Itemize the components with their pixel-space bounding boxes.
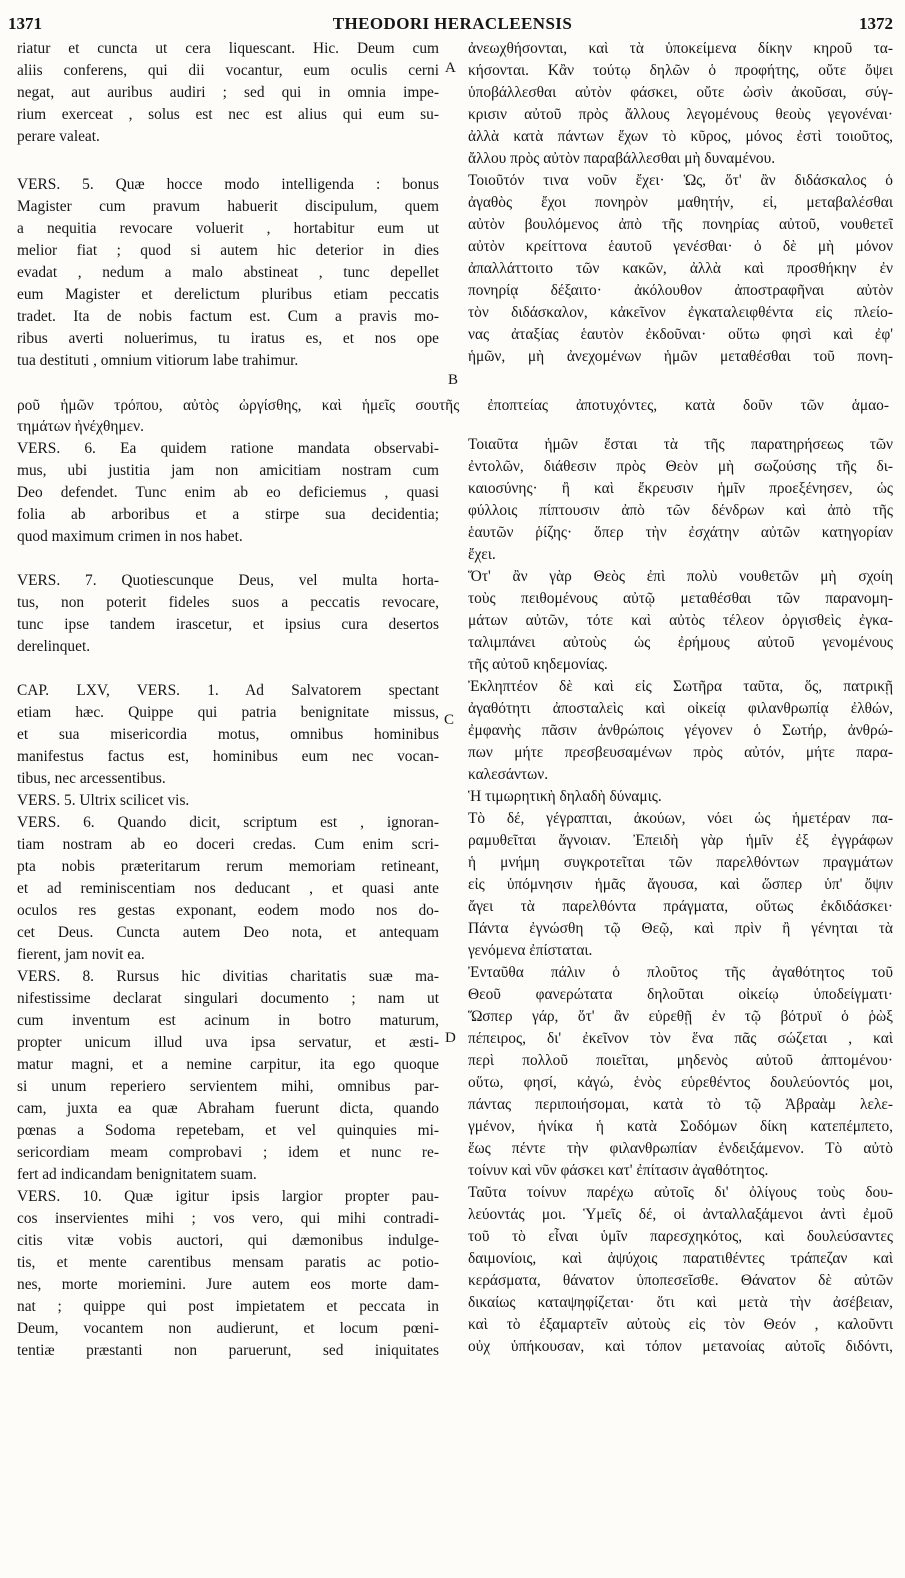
text-line: ἡμῶν, μὴ ἀνεχομένων ἡμῶν μεταθέσθαι τοῦ πονη-: [468, 348, 893, 365]
text-line: quod maximum crimen in nos habet.: [17, 528, 243, 545]
text-line: τῆς αὐτοῦ κηδεμονίας.: [468, 656, 608, 673]
text-line: ἕως πέντε τὴν φιλανθρωπίαν ἐνδειξάμενον. Τὸ αὐτὸ: [468, 1140, 893, 1157]
text-line: VERS. 5. Quæ hocce modo intelligenda : bonus: [17, 176, 439, 193]
text-line: Θεοῦ φανερώτατα δηλοῦται οἰκείῳ ὑποδείγματι·: [468, 986, 893, 1003]
full-width-line-left: ροῦ ἡμῶν τρόπου, αὐτὸς ὠργίσθης, καὶ ἡμεῖς σου: [17, 397, 439, 414]
text-line: tua destituti , omnium vitiorum labe trahimur.: [17, 352, 299, 369]
text-line: ἀγαθότητι ἀποσταλεὶς καὶ οἰκείᾳ φιλανθρωπίᾳ ἐλθών,: [468, 700, 893, 717]
text-line: VERS. 5. Ultrix scilicet vis.: [17, 792, 190, 809]
latin-block-2: [17, 174, 439, 372]
text-line: Deo defendet. Tunc enim ab eo deficiemus , quasi: [17, 484, 439, 501]
text-line: Τὸ δέ, γέγραπται, ἀκούων, νόει ὡς ἡμετέραν πα-: [468, 810, 893, 827]
text-line: Ἐνταῦθα πάλιν ὁ πλοῦτος τῆς ἀγαθότητος τοῦ: [468, 964, 893, 981]
text-line: et ad reminiscentiam nos deducant , et quasi ante: [17, 880, 439, 897]
text-line: ἑαυτῶν ῥίζης· ὅπερ τὴν ἐσχάτην αὐτῶν κατηγορίαν: [468, 524, 893, 541]
margin-marker-b: B: [448, 372, 459, 388]
latin-block-3: [17, 438, 439, 548]
text-line: ὑποβάλλεσθαι αὐτὸν φάσκει, οὔτε ὠσὶν ἀκοῦσαι, σύγ-: [468, 84, 893, 101]
text-line: πάντας περιποιήσομαι, κατὰ τὸ τῷ Ἀβραὰμ λελε-: [468, 1096, 893, 1113]
text-line: nifestissime declarat singulari documento ; nam ut: [17, 990, 439, 1007]
text-line: Τοιοῦτόν τινα νοῦν ἔχει· Ὡς, ὅτ' ἂν διδάσκαλος ὁ: [468, 172, 893, 189]
text-line: ἀλλὰ κατὰ πάντων ἔχων τὸ κῦρος, μόνος ἐστὶ τοιοῦτος,: [468, 128, 893, 145]
text-line: VERS. 8. Rursus hic divitias charitatis suæ ma-: [17, 968, 439, 985]
margin-marker-c: C: [444, 712, 455, 728]
text-line: a nequitia revocare voluerit , hortabitur eum ut: [17, 220, 439, 237]
text-line: cum inventum est acinum in botro maturum,: [17, 1012, 439, 1029]
text-line: Ταῦτα τοίνυν παρέχω αὐτοῖς δι' ὀλίγους τοὺς δου-: [468, 1184, 893, 1201]
text-line: Τοιαῦτα ἡμῶν ἔσται τὰ τῆς παρατηρήσεως τῶν: [468, 436, 893, 453]
text-line: Ὥσπερ γάρ, ὅτ' ἂν εὑρεθῇ ἐν τῷ βότρυϊ ὁ ῥὼξ: [468, 1008, 893, 1025]
text-line: fierent, jam novit ea.: [17, 946, 145, 963]
text-line: Magister cum pravum habuerit discipulum, quem: [17, 198, 439, 215]
text-line: tibus, nec arcessentibus.: [17, 770, 166, 787]
text-line: riatur et cuncta ut cera liquescant. Hic. Deum cum: [17, 40, 439, 57]
text-line: matur magni, et a nemine carpitur, ita ego quoque: [17, 1056, 439, 1073]
text-line: τοίνυν καὶ νῦν φάσκει κατ' ἐπίτασιν ἀγαθότητος.: [468, 1162, 769, 1179]
greek-continuation: τημάτων ἠνέχθημεν.: [17, 418, 144, 435]
text-line: manifestus factus est, hominibus eum nec vocan-: [17, 748, 439, 765]
full-width-line-right: τῆς ἐποπτείας ἀποτυχόντες, κατὰ δοῦν τῶν ἁμαο-: [439, 397, 889, 414]
text-line: φύλλοις πίπτουσιν ἀπὸ τῶν δένδρων καὶ ἀπὸ τῆς: [468, 502, 893, 519]
text-line: οὕτω, φησί, κἀγώ, ἑνὸς εὑρεθέντος δουλεύοντός μοι,: [468, 1074, 893, 1091]
text-line: ἡ μνήμη συγκροτεῖται τῶν παρελθόντων πραγμάτων: [468, 854, 893, 871]
text-line: negat, aut auribus audiri ; sed qui in omnia impe-: [17, 84, 439, 101]
text-line: melior fiat ; quod si autem hic deterior in dies: [17, 242, 439, 259]
text-line: tiam nostram ab eo doceri credas. Cum enim scri-: [17, 836, 439, 853]
text-line: πων μήτε πρεσβευσαμένων πρὸς αὐτόν, μήτε παρα-: [468, 744, 893, 761]
text-line: ἀπαλλάττοιτο τῶν κακῶν, ἀλλὰ καὶ προσθήκην ἐν: [468, 260, 893, 277]
text-line: ἔχει.: [468, 546, 496, 563]
text-line: Ἐκληπτέον δὲ καὶ εἰς Σωτῆρα ταῦτα, ὅς, πατρικῇ: [468, 678, 893, 695]
text-line: folia ab arboribus et a stirpe sua decidentia;: [17, 506, 439, 523]
text-line: ραμυθεῖται ἄγνοιαν. Ἐπειδὴ γὰρ ἡμῖν ἐξ ἐγγράφων: [468, 832, 893, 849]
latin-block-1: [17, 38, 439, 148]
text-line: aliis conferens, qui dii vocantur, eum oculis cerni: [17, 62, 439, 79]
text-line: tentiæ præstanti non paruerunt, sed iniquitates: [17, 1342, 439, 1359]
text-line: ἀνεωχθήσονται, καὶ τὰ ὑποκείμενα δίκην κηροῦ τα-: [468, 40, 893, 57]
text-line: ἄλλου πρὸς αὐτὸν παραβάλλεσθαι μὴ δυναμένου.: [468, 150, 776, 167]
text-line: γενόμενα ἐπίσταται.: [468, 942, 593, 959]
text-line: tus, non poterit fideles suos a peccatis revocare,: [17, 594, 439, 611]
text-line: νας ἀταξίας ἑαυτὸν ἐκδοῦναι· οὕτω φησὶ καὶ ἐφ': [468, 326, 893, 343]
page-number-left: 1371: [8, 14, 42, 33]
text-line: VERS. 6. Ea quidem ratione mandata observabi-: [17, 440, 439, 457]
text-line: sericordiam meam comprobavi ; idem et nunc re-: [17, 1144, 439, 1161]
text-line: cet Deus. Cuncta autem Deo nota, et antequam: [17, 924, 439, 941]
text-line: Ὅτ' ἂν γὰρ Θεὸς ἐπὶ πολὺ νουθετῶν μὴ σχοίη: [468, 568, 893, 585]
greek-block-1: [468, 38, 893, 368]
latin-block-4: [17, 570, 439, 658]
text-line: tunc ipse tandem irascetur, et ipsius cura desertos: [17, 616, 439, 633]
text-line: πονηρίᾳ δέξαιτο· ἀκόλουθον ἀποστραφῆναι αὐτὸν: [468, 282, 893, 299]
text-line: VERS. 6. Quando dicit, scriptum est , ignoran-: [17, 814, 439, 831]
text-line: ἀγαθὸς ἔχοι πονηρὸν μαθητήν, εἰ, μεταβαλέσθαι: [468, 194, 893, 211]
text-line: κήσονται. Κἂν τούτῳ δηλῶν ὁ προφήτης, οὔτε ὄψει: [468, 62, 893, 79]
text-line: πέπειρος, δι' ἐκεῖνον τὸν ἕνα πᾶς σώζεται , καὶ: [468, 1030, 893, 1047]
latin-column: [17, 38, 439, 1362]
text-line: οὐχ ὑπήκουσαν, καὶ τόπον μετανοίας αὐτοῖς διδόντι,: [468, 1338, 893, 1355]
text-line: fert ad indicandam benignitatem suam.: [17, 1166, 257, 1183]
text-line: tradet. Ita de nobis factum est. Cum a pravis mo-: [17, 308, 439, 325]
text-line: μάτων αὐτῶν, τότε καὶ αὐτὸς τέλεον ὀργισθεὶς ἐγκα-: [468, 612, 893, 629]
text-line: cam, juxta ea quæ Abraham fuerunt dicta, quando: [17, 1100, 439, 1117]
text-line: ἄγει τὰ παρελθόντα πράγματα, οὕτως ἐκδιδάσκει·: [468, 898, 893, 915]
text-line: τὸν διδάσκαλον, κἀκεῖνον ἐγκαταλειφθέντα εἰς πλείο-: [468, 304, 893, 321]
running-header: [0, 0, 905, 36]
greek-block-2: [468, 434, 893, 1358]
text-line: ταλιμπάνει αὐτοὺς ὡς ἐρήμους αὐτοῦ γενομένους: [468, 634, 893, 651]
text-line: Ἡ τιμωρητικὴ δηλαδὴ δύναμις.: [468, 788, 662, 805]
text-line: eum Magister et derelictum pluribus etiam peccatis: [17, 286, 439, 303]
text-line: CAP. LXV, VERS. 1. Ad Salvatorem spectant: [17, 682, 439, 699]
text-line: Deum, vocantem non audierunt, et locum pœni-: [17, 1320, 439, 1337]
text-line: αὐτὸν βουλόμενος ἀπὸ τῆς πονηρίας αὐτοῦ, νουθετεῖ: [468, 216, 893, 233]
text-line: καλεσάντων.: [468, 766, 549, 783]
text-line: rium exerceat , solus est nec est alius qui eum su-: [17, 106, 439, 123]
text-line: si unum reperiero servientem mihi, omnibus par-: [17, 1078, 439, 1095]
text-line: evadat , nedum a malo abstineat , tunc depellet: [17, 264, 439, 281]
text-line: αὐτὸν κρείττονα ἑαυτοῦ γενέσθαι· ὁ δὲ μὴ μόνον: [468, 238, 893, 255]
text-line: pœnas a Sodoma repetebam, et vel quinquies mi-: [17, 1122, 439, 1139]
text-line: etiam hæc. Quippe qui patria benignitate missus,: [17, 704, 439, 721]
text-line: κρισιν αὐτοῦ πρὸς ἄλλους λεγομένους θεοὺς γεγονέναι·: [468, 106, 893, 123]
text-line: VERS. 10. Quæ igitur ipsis largior propter pau-: [17, 1188, 439, 1205]
margin-marker-a: A: [445, 60, 456, 76]
text-line: ἐμφανὴς πᾶσιν ἀνθρώποις γέγονεν ὁ Σωτήρ, ἀνθρώ-: [468, 722, 893, 739]
text-line: γμένον, ἡνίκα ἡ κατὰ Σοδόμων δίκη κατεπέμπετο,: [468, 1118, 893, 1135]
text-line: καιοσύνης· ἢ καὶ ἔκρευσιν ἡμῖν προεξένησεν, ὡς: [468, 480, 893, 497]
text-line: mus, ubi justitia jam non amicitiam nostram cum: [17, 462, 439, 479]
text-line: derelinquet.: [17, 638, 91, 655]
running-title: THEODORI HERACLEENSIS: [332, 14, 573, 33]
text-line: εἰς ὑπόμνησιν ἡμᾶς ἄγουσα, καὶ ὥσπερ ὑπ' ὄψιν: [468, 876, 893, 893]
text-line: nat ; quippe qui post impietatem et peccata in: [17, 1298, 439, 1315]
text-line: ribus averti noluerimus, tu iratus es, et nos ope: [17, 330, 439, 347]
text-line: cos inservientes mihi ; vos vero, qui mihi contradi-: [17, 1210, 439, 1227]
text-line: oculos res gestas exponant, eodem modo nos do-: [17, 902, 439, 919]
page-number-right: 1372: [859, 14, 893, 33]
text-line: περὶ πολλοῦ ποιεῖται, μηδενὸς αὐτοῦ ἀπτομένου·: [468, 1052, 893, 1069]
text-line: τοῦ τὸ εἶναι ὑμῖν παρεσχηκότος, καὶ δουλεύσαντες: [468, 1228, 893, 1245]
text-line: et sua misericordia motus, omnibus hominibus: [17, 726, 439, 743]
text-line: λεύοντάς μοι. Ὑμεῖς δέ, οἱ ἀνταλλαξάμενοι ἀντὶ ἐμοῦ: [468, 1206, 893, 1223]
text-line: κεράσματα, θάνατον ὑποπεσεῖσθε. Θάνατον δὲ αὐτῶν: [468, 1272, 893, 1289]
margin-marker-d: D: [445, 1030, 456, 1046]
text-line: propter unicum illud uva ipsa servatur, et æsti-: [17, 1034, 439, 1051]
text-line: pta nobis præteritarum rerum memoriam retineant,: [17, 858, 439, 875]
text-line: τοὺς πειθομένους αὐτῷ μεταθέσθαι τῶν παρανομη-: [468, 590, 893, 607]
text-line: VERS. 7. Quotiescunque Deus, vel multa horta-: [17, 572, 439, 589]
latin-block-5: [17, 680, 439, 1362]
text-line: citis vitæ vobis auctori, qui dæmonibus indulge-: [17, 1232, 439, 1249]
greek-column: [468, 38, 893, 1358]
text-line: Πάντα ἐγνώσθη τῷ Θεῷ, καὶ πρὶν ἢ γένηται τὰ: [468, 920, 893, 937]
text-line: perare valeat.: [17, 128, 100, 145]
text-line: δικαίως καταψηφίζεται· ὅτι καὶ μετὰ τὴν ἀσέβειαν,: [468, 1294, 893, 1311]
text-line: καὶ τὸ ἐξαμαρτεῖν αὐτοὺς εἰς τὸν Θεόν , καλοῦντι: [468, 1316, 893, 1333]
text-line: δαιμονίοις, καὶ ἀψύχοις παρατιθέντες τράπεζαν καὶ: [468, 1250, 893, 1267]
text-line: tis, et mente carentibus mensam paratis ac potio-: [17, 1254, 439, 1271]
text-line: nes, morte moriemini. Jure autem eos morte dam-: [17, 1276, 439, 1293]
text-line: ἐντολῶν, διάθεσιν πρὸς Θεὸν μὴ σωζούσης τῆς δι-: [468, 458, 893, 475]
